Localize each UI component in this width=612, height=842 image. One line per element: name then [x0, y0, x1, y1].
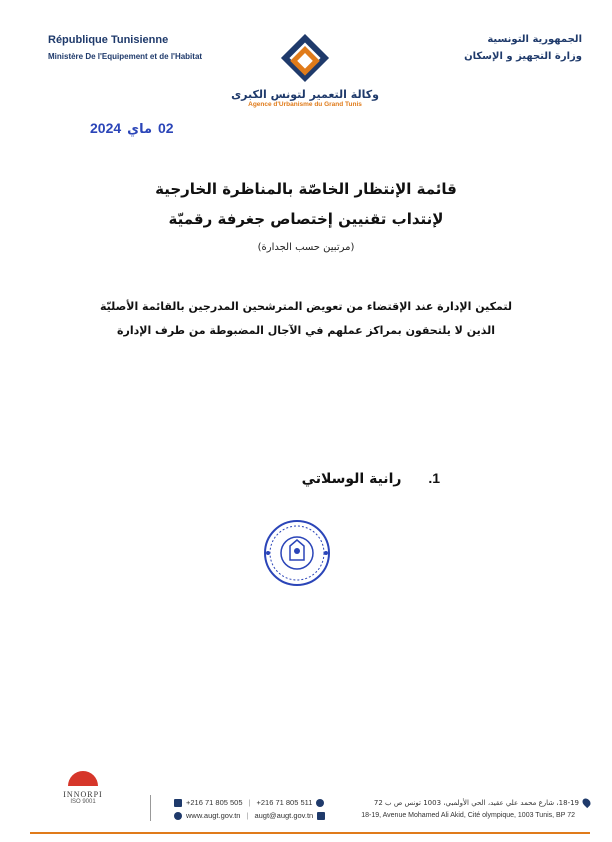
- date-year: 2024: [90, 120, 122, 136]
- list-item: [280, 470, 440, 487]
- seal-icon: [262, 518, 332, 588]
- agency-name-fr: Agence d'Urbanisme du Grand Tunis: [248, 101, 362, 108]
- agency-logo-icon: [277, 30, 333, 86]
- certification-logo: [58, 770, 108, 805]
- list-item-name: رانية الوسلاتي: [301, 471, 402, 487]
- date-stamp: [90, 120, 174, 137]
- cert-iso: ISO 9001: [70, 799, 96, 805]
- phone-icon: [316, 799, 324, 807]
- cert-name: INNORPI: [63, 790, 103, 799]
- ministry-label: Ministère De l'Equipement et de l'Habitat: [48, 52, 203, 61]
- address-fr: 18-19, Avenue Mohamed Ali Akid, Cité olympique, 1003 Tunis, BP 72: [361, 812, 575, 819]
- globe-icon: [174, 812, 182, 820]
- ranking-note: (مرتبين حسب الجدارة): [257, 242, 355, 253]
- mail-icon: [317, 812, 325, 820]
- republic-label: République Tunisienne: [48, 34, 169, 46]
- official-stamp: [262, 518, 332, 592]
- address-ar: 18-19، شارع محمد علي عقيد، الحي الأولمبي، 1003 تونس ص ب 72: [373, 798, 579, 807]
- footer-divider: [150, 795, 151, 821]
- header-arabic: [464, 34, 582, 62]
- footer-rule: [30, 832, 590, 834]
- website-link[interactable]: www.augt.gov.tn: [186, 811, 241, 820]
- agency-name-ar: وكالة التعمير لتونس الكبرى: [231, 88, 379, 101]
- republic-label-ar: الجمهورية التونسية: [487, 34, 582, 45]
- address-block: [361, 796, 590, 822]
- fax-icon: [174, 799, 182, 807]
- email-link[interactable]: augt@augt.gov.tn: [254, 811, 314, 820]
- paragraph-line-1: لتمكين الإدارة عند الإقتضاء من تعويض المترشحين المدرجين بالقائمة الأصليّة: [99, 300, 513, 313]
- phone-number: +216 71 805 511: [256, 798, 313, 807]
- fax-number: +216 71 805 505: [186, 798, 243, 807]
- ministry-label-ar: وزارة التجهيز و الإسكان: [464, 51, 582, 62]
- agency-logo: [230, 30, 380, 108]
- paragraph-line-2: الذين لا يلتحقون بمراكز عملهم في الآجال المضبوطة من طرف الإدارة: [117, 324, 495, 337]
- document-subtitle: لإنتداب تقنيين إختصاص جغرفة رقميّة: [168, 210, 444, 228]
- location-pin-icon: [581, 797, 592, 808]
- header-french: [48, 34, 202, 61]
- date-day: 02: [158, 120, 174, 136]
- document-title: قائمة الإنتظار الخاصّة بالمناظرة الخارجية: [155, 180, 457, 198]
- sun-icon: [66, 770, 100, 786]
- date-month: ماي: [127, 122, 153, 137]
- list-item-number: 1.: [428, 470, 440, 486]
- contact-info: +216 71 805 505 | +216 71 805 511 www.augt.gov.tn | augt@augt.gov.tn: [174, 796, 325, 822]
